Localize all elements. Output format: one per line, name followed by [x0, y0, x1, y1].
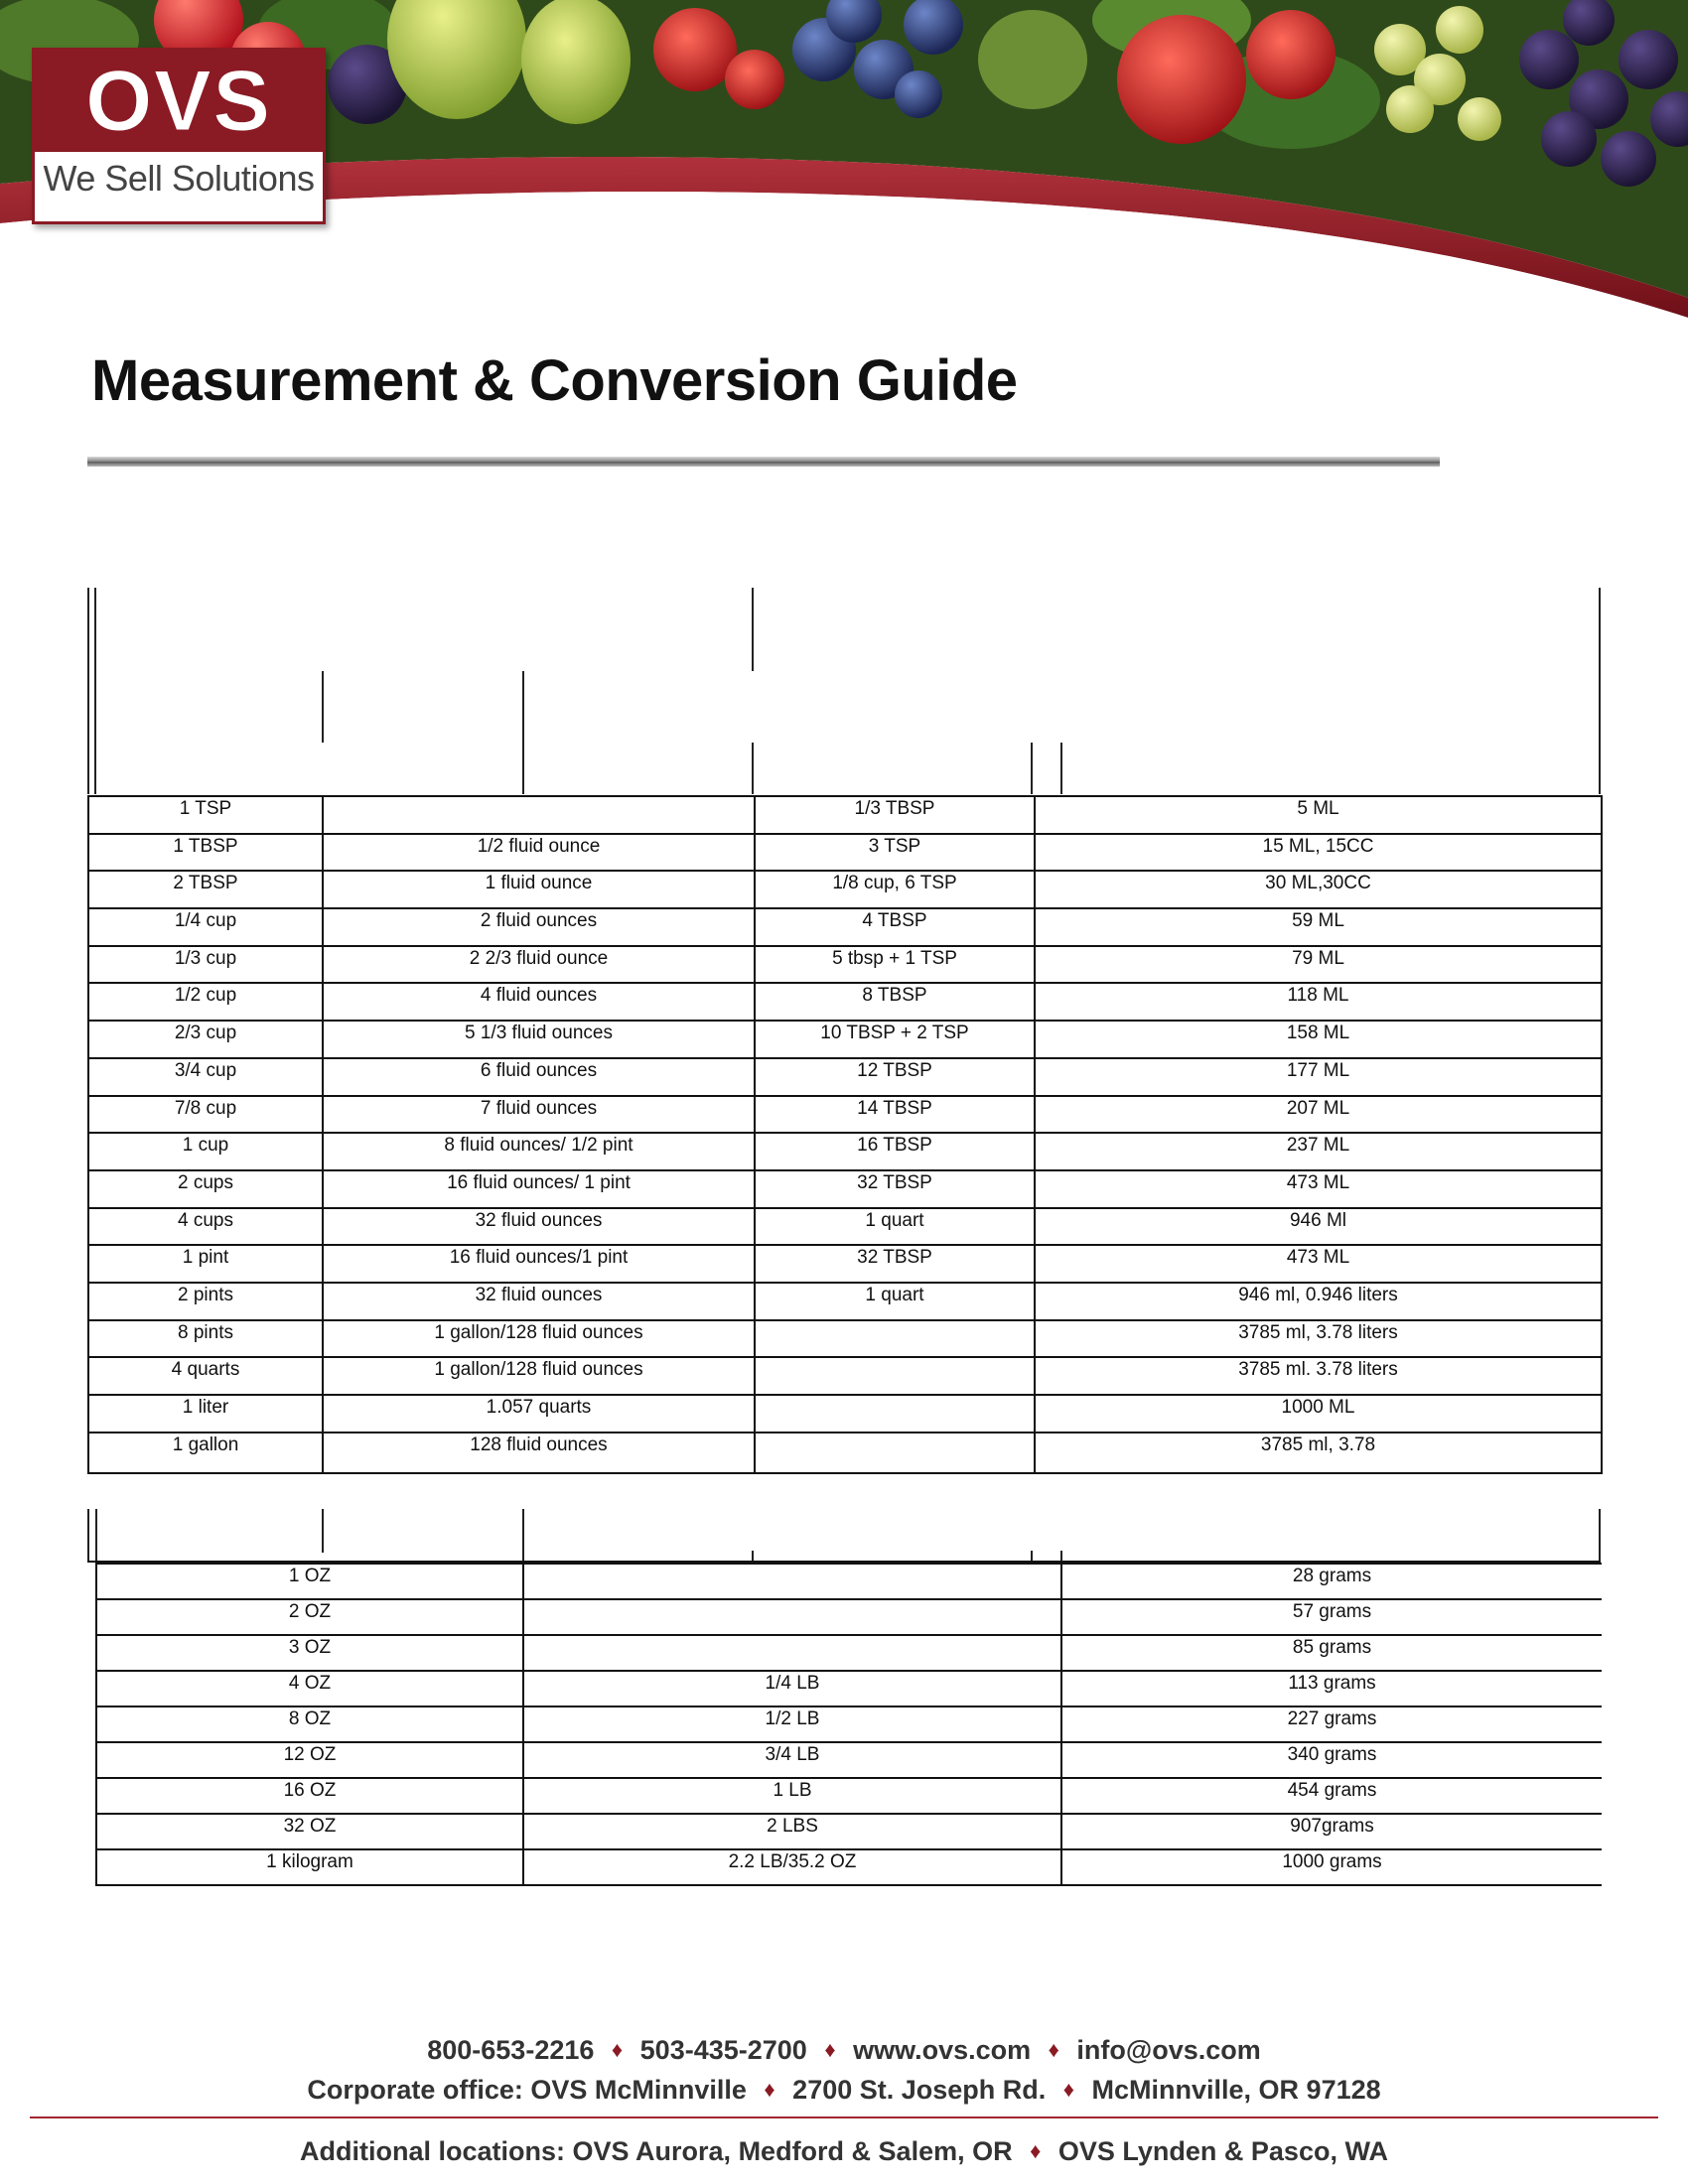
volume-table-row [88, 1395, 1602, 1433]
table-cell: 1/8 cup, 6 TSP [755, 871, 1035, 908]
footer [0, 2025, 1688, 2184]
volume-table-row [88, 1021, 1602, 1058]
volume-table-row [88, 1283, 1602, 1320]
footer-contact-line [0, 2035, 1688, 2066]
table-cell: 3 TSP [755, 834, 1035, 872]
footer-additional-locations: Additional locations: OVS Aurora, Medford & Salem, OR [300, 2136, 1013, 2166]
table-cell: 227 grams [1061, 1706, 1602, 1742]
table-cell: 7/8 cup [88, 1096, 323, 1134]
table-cell: 1/3 cup [88, 946, 323, 984]
table-cell: 1 OZ [96, 1564, 523, 1599]
table-cell: 113 grams [1061, 1671, 1602, 1706]
footer-city: McMinnville, OR 97128 [1091, 2075, 1381, 2105]
weight-table-row [96, 1564, 1602, 1599]
table-cell: 32 TBSP [755, 1245, 1035, 1283]
volume-table-row [88, 1133, 1602, 1170]
volume-table-row [88, 834, 1602, 872]
volume-table-row [88, 1357, 1602, 1395]
weight-table-row [96, 1599, 1602, 1635]
table-cell: 4 cups [88, 1208, 323, 1246]
table-cell: 32 TBSP [755, 1170, 1035, 1208]
table-cell: 32 fluid ounces [323, 1208, 755, 1246]
footer-street: 2700 St. Joseph Rd. [792, 2075, 1047, 2105]
table-cell: 3 OZ [96, 1635, 523, 1671]
volume-table-row [88, 983, 1602, 1021]
table-cell: 5 ML [1035, 796, 1602, 834]
table-cell: 1 kilogram [96, 1849, 523, 1885]
table-cell: 1 gallon/128 fluid ounces [323, 1320, 755, 1358]
table-cell: 473 ML [1035, 1245, 1602, 1283]
weight-table-row [96, 1814, 1602, 1849]
weight-table-row [96, 1778, 1602, 1814]
table-cell: 3785 ml, 3.78 [1035, 1433, 1602, 1473]
table-cell [523, 1635, 1061, 1671]
table-cell: 454 grams [1061, 1778, 1602, 1814]
volume-table-row [88, 1170, 1602, 1208]
table-cell: 3785 ml. 3.78 liters [1035, 1357, 1602, 1395]
volume-table-row [88, 1096, 1602, 1134]
table-cell: 946 ml, 0.946 liters [1035, 1283, 1602, 1320]
table-cell: 1/2 LB [523, 1706, 1061, 1742]
table-cell: 4 quarts [88, 1357, 323, 1395]
table-cell: 2.2 LB/35.2 OZ [523, 1849, 1061, 1885]
diamond-separator-icon: ♦ [824, 2037, 836, 2062]
table-cell: 1 gallon/128 fluid ounces [323, 1357, 755, 1395]
table-cell: 3/4 cup [88, 1058, 323, 1096]
table-cell: 1000 ML [1035, 1395, 1602, 1433]
table-cell: 2 fluid ounces [323, 908, 755, 946]
volume-table-row [88, 1433, 1602, 1473]
table-cell: 2 cups [88, 1170, 323, 1208]
table-cell [523, 1564, 1061, 1599]
table-cell: 2 2/3 fluid ounce [323, 946, 755, 984]
volume-table-row [88, 908, 1602, 946]
table-cell: 1/4 LB [523, 1671, 1061, 1706]
table-cell: 1 pint [88, 1245, 323, 1283]
logo-wordmark: OVS [85, 54, 272, 149]
table-cell: 16 fluid ounces/1 pint [323, 1245, 755, 1283]
table-cell [323, 796, 755, 834]
table-cell: 340 grams [1061, 1742, 1602, 1778]
table-cell: 28 grams [1061, 1564, 1602, 1599]
table-cell: 473 ML [1035, 1170, 1602, 1208]
table-cell: 1/3 TBSP [755, 796, 1035, 834]
diamond-separator-icon: ♦ [1030, 2138, 1042, 2163]
table-cell: 5 tbsp + 1 TSP [755, 946, 1035, 984]
table-cell: 8 fluid ounces/ 1/2 pint [323, 1133, 755, 1170]
table-cell: 1/2 cup [88, 983, 323, 1021]
table-cell: 16 TBSP [755, 1133, 1035, 1170]
volume-table-row [88, 1208, 1602, 1246]
table-cell: 1 TBSP [88, 834, 323, 872]
table-cell: 30 ML,30CC [1035, 871, 1602, 908]
table-cell: 177 ML [1035, 1058, 1602, 1096]
footer-email: info@ovs.com [1076, 2035, 1261, 2065]
table-cell: 946 Ml [1035, 1208, 1602, 1246]
table-cell: 1 cup [88, 1133, 323, 1170]
table-cell: 2 pints [88, 1283, 323, 1320]
footer-website: www.ovs.com [853, 2035, 1032, 2065]
table-cell [755, 1357, 1035, 1395]
table-cell: 207 ML [1035, 1096, 1602, 1134]
table-cell: 14 TBSP [755, 1096, 1035, 1134]
table-cell: 7 fluid ounces [323, 1096, 755, 1134]
page-title: Measurement & Conversion Guide [91, 348, 1018, 413]
ovs-logo [32, 48, 326, 224]
table-cell: 4 fluid ounces [323, 983, 755, 1021]
volume-table-row [88, 796, 1602, 834]
diamond-separator-icon: ♦ [1048, 2037, 1059, 2062]
footer-locations-line [0, 2136, 1688, 2167]
table-cell: 1 liter [88, 1395, 323, 1433]
table-cell: 1/4 cup [88, 908, 323, 946]
footer-additional-locations-2: OVS Lynden & Pasco, WA [1057, 2136, 1388, 2166]
table-cell: 1 quart [755, 1283, 1035, 1320]
table-cell: 2 LBS [523, 1814, 1061, 1849]
table-cell [755, 1320, 1035, 1358]
table-cell: 158 ML [1035, 1021, 1602, 1058]
table-cell: 3785 ml, 3.78 liters [1035, 1320, 1602, 1358]
table-cell: 32 fluid ounces [323, 1283, 755, 1320]
table-cell: 1 TSP [88, 796, 323, 834]
volume-table-row [88, 871, 1602, 908]
table-cell: 79 ML [1035, 946, 1602, 984]
table-cell [755, 1395, 1035, 1433]
diamond-separator-icon: ♦ [764, 2077, 775, 2102]
footer-corporate: Corporate office: OVS McMinnville [307, 2075, 747, 2105]
table-cell: 16 fluid ounces/ 1 pint [323, 1170, 755, 1208]
table-cell: 1000 grams [1061, 1849, 1602, 1885]
table-cell: 237 ML [1035, 1133, 1602, 1170]
table-cell: 2 OZ [96, 1599, 523, 1635]
table-cell [523, 1599, 1061, 1635]
footer-phone-1: 800-653-2216 [427, 2035, 595, 2065]
weight-table-row [96, 1706, 1602, 1742]
table-cell: 10 TBSP + 2 TSP [755, 1021, 1035, 1058]
table-cell: 6 fluid ounces [323, 1058, 755, 1096]
table-cell: 8 OZ [96, 1706, 523, 1742]
table-cell: 4 TBSP [755, 908, 1035, 946]
volume-table-row [88, 946, 1602, 984]
table-cell: 8 TBSP [755, 983, 1035, 1021]
volume-table-row [88, 1320, 1602, 1358]
table-cell: 16 OZ [96, 1778, 523, 1814]
table-cell [755, 1433, 1035, 1473]
table-cell: 1.057 quarts [323, 1395, 755, 1433]
footer-divider [30, 2116, 1658, 2118]
table-cell: 907grams [1061, 1814, 1602, 1849]
table-cell: 128 fluid ounces [323, 1433, 755, 1473]
volume-conversion-table [87, 795, 1603, 1474]
weight-conversion-table [95, 1563, 1602, 1886]
table-cell: 118 ML [1035, 983, 1602, 1021]
logo-tagline: We Sell Solutions [43, 158, 315, 199]
table-cell: 32 OZ [96, 1814, 523, 1849]
table-cell: 1 fluid ounce [323, 871, 755, 908]
table-cell: 1 LB [523, 1778, 1061, 1814]
diamond-separator-icon: ♦ [611, 2037, 624, 2062]
weight-table-row [96, 1671, 1602, 1706]
footer-address-line [0, 2075, 1688, 2106]
weight-table-row [96, 1849, 1602, 1885]
volume-table-row [88, 1058, 1602, 1096]
table-cell: 85 grams [1061, 1635, 1602, 1671]
table-cell: 12 OZ [96, 1742, 523, 1778]
weight-table-row [96, 1635, 1602, 1671]
volume-table-row [88, 1245, 1602, 1283]
table-cell: 2 TBSP [88, 871, 323, 908]
footer-phone-2: 503-435-2700 [639, 2035, 807, 2065]
table-cell: 57 grams [1061, 1599, 1602, 1635]
table-cell: 1 quart [755, 1208, 1035, 1246]
table-cell: 5 1/3 fluid ounces [323, 1021, 755, 1058]
diamond-separator-icon: ♦ [1062, 2077, 1075, 2102]
table-cell: 15 ML, 15CC [1035, 834, 1602, 872]
table-cell: 8 pints [88, 1320, 323, 1358]
table-cell: 12 TBSP [755, 1058, 1035, 1096]
table-cell: 2/3 cup [88, 1021, 323, 1058]
table-cell: 4 OZ [96, 1671, 523, 1706]
table-cell: 1/2 fluid ounce [323, 834, 755, 872]
table-cell: 59 ML [1035, 908, 1602, 946]
title-divider [87, 457, 1440, 467]
table-cell: 1 gallon [88, 1433, 323, 1473]
weight-table-row [96, 1742, 1602, 1778]
table-cell: 3/4 LB [523, 1742, 1061, 1778]
